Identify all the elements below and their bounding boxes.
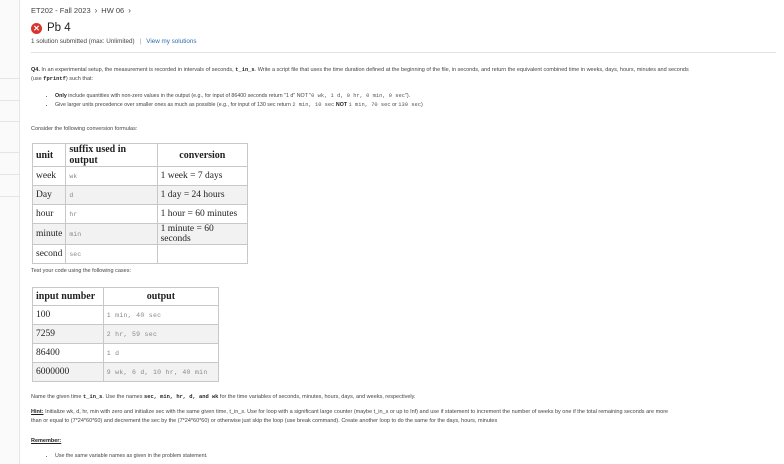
page-title: Pb 4 — [47, 22, 71, 34]
test-intro: Test your code using the following cases: — [31, 268, 131, 274]
table-cell: 7259 — [33, 325, 104, 344]
note-text-2: . Use the names — [102, 394, 143, 400]
table-cell: Day — [33, 186, 66, 205]
remember-label — [31, 437, 766, 446]
conversion-intro: Consider the following conversion formulas: — [31, 126, 138, 132]
table-header-row — [33, 288, 219, 306]
intro-text-use: (use — [31, 76, 42, 82]
table-cell: 9 wk, 6 d, 10 hr, 40 min — [103, 363, 218, 382]
breadcrumb — [31, 6, 135, 15]
table-row — [33, 224, 248, 245]
table-cell: 86400 — [33, 344, 104, 363]
bullet2-text: Give larger units precedence over smaller ones as much as possible (e.g., for input of 130 sec return — [55, 102, 291, 108]
chevron-right-icon: › — [128, 6, 131, 15]
bullet1-text: include quantities with non-zero values in the output (e.g., for input of 86400 seconds return "1 d" NOT " — [68, 93, 312, 99]
table-row — [33, 306, 219, 325]
list-item — [55, 92, 775, 101]
table-cell: week — [33, 167, 66, 186]
submission-summary — [31, 38, 197, 45]
table-cell: wk — [66, 167, 157, 186]
fprintf-code: fprintf — [43, 76, 66, 82]
bullet2-not: NOT — [335, 102, 348, 108]
bullet2-code2: 1 min, 70 sec — [348, 102, 391, 108]
var-t-in-s: t_in_s — [235, 67, 255, 73]
column-header: output — [103, 288, 218, 306]
column-header: suffix used in output — [66, 144, 157, 167]
hint — [31, 408, 766, 426]
problem-intro — [31, 66, 766, 84]
table-cell: 1 hour = 60 minutes — [157, 205, 247, 224]
table-cell: 1 d — [103, 344, 218, 363]
table-cell: second — [33, 245, 66, 264]
table-cell: 1 day = 24 hours — [157, 186, 247, 205]
table-cell: hour — [33, 205, 66, 224]
test-cases-table — [32, 287, 219, 382]
list-item: • Use the same variable names as given in the problem statement. — [55, 452, 775, 461]
intro-text-end: ) such that: — [65, 76, 94, 82]
column-header: unit — [33, 144, 66, 167]
table-cell: min — [66, 224, 157, 245]
table-cell — [157, 245, 247, 264]
intro-text-cont: . Write a script file that uses the time duration defined at the beginning of the file, in seconds, and return the equivalent combined time in weeks, days, hours, minutes and seconds — [254, 67, 689, 73]
question-label: Q4. — [31, 67, 40, 73]
note-text: Name the given time — [31, 394, 82, 400]
table-cell: 6000000 — [33, 363, 104, 382]
breadcrumb-course[interactable]: ET202 - Fall 2023 — [31, 6, 91, 15]
table-row — [33, 363, 219, 382]
incorrect-status-icon: ✕ — [31, 23, 42, 34]
variables-note — [31, 393, 766, 402]
note-names: sec, min, hr, d, and wk — [143, 394, 219, 400]
breadcrumb-hw[interactable]: HW 06 — [101, 6, 125, 15]
bullet2-code3: 130 sec — [398, 102, 421, 108]
table-cell: 1 week = 7 days — [157, 167, 247, 186]
table-header-row — [33, 144, 248, 167]
bullet2-or: or — [392, 102, 397, 108]
table-row — [33, 344, 219, 363]
view-solutions-link[interactable]: View my solutions — [146, 38, 197, 45]
table-row — [33, 325, 219, 344]
hint-label: Hint: — [31, 409, 44, 415]
table-cell: d — [66, 186, 157, 205]
column-header: conversion — [157, 144, 247, 167]
table-row — [33, 245, 248, 264]
bullet2-end: ) — [420, 102, 423, 108]
remember-heading: Remember: — [31, 438, 62, 444]
hint-line-2: than or equal to (7*24*60*60) and decrement the sec by the (7*24*60*60) or otherwise just skip the loop (use break command). Create another loop to do the same for the days, hours, minutes — [31, 418, 498, 424]
table-row — [33, 205, 248, 224]
table-cell: 1 min, 40 sec — [103, 306, 218, 325]
chevron-right-icon: › — [94, 6, 98, 15]
column-header: input number — [33, 288, 104, 306]
left-navigation-rail — [0, 0, 20, 464]
table-cell: 100 — [33, 306, 104, 325]
bullet2-code1: 2 min, 10 sec — [292, 102, 335, 108]
table-cell: minute — [33, 224, 66, 245]
note-var: t_in_s — [82, 394, 103, 400]
list-item — [55, 101, 775, 110]
separator: | — [139, 38, 142, 45]
table-cell: hr — [66, 205, 157, 224]
only-bold: Only — [55, 93, 67, 99]
table-cell: 1 minute = 60 seconds — [157, 224, 247, 245]
remember-list — [45, 452, 775, 461]
conversion-table — [32, 143, 248, 264]
table-row — [33, 167, 248, 186]
requirements-list — [45, 92, 775, 110]
intro-text: In an experimental setup, the measurement is recorded in intervals of seconds, — [41, 67, 234, 73]
bullet1-end: "). — [404, 93, 411, 99]
table-row — [33, 186, 248, 205]
bullet1-code: 0 wk, 1 d, 0 hr, 0 min, 0 sec — [311, 93, 405, 99]
table-cell: sec — [66, 245, 157, 264]
hint-line-1: Initialize wk, d, hr, min with zero and initialize sec with the same given time, t_in_s. Use for loop with a significant large counter (maybe t_in_s or up to Inf) and use if statement to increment the number of weeks by one if the total remaining seconds are more — [45, 409, 669, 415]
table-cell: 2 hr, 59 sec — [103, 325, 218, 344]
divider — [31, 52, 776, 53]
submission-count: 1 solution submitted (max: Unlimited) — [31, 38, 135, 45]
title-row — [31, 22, 71, 34]
note-text-3: for the time variables of seconds, minutes, hours, days, and weeks, respectively. — [219, 394, 416, 400]
